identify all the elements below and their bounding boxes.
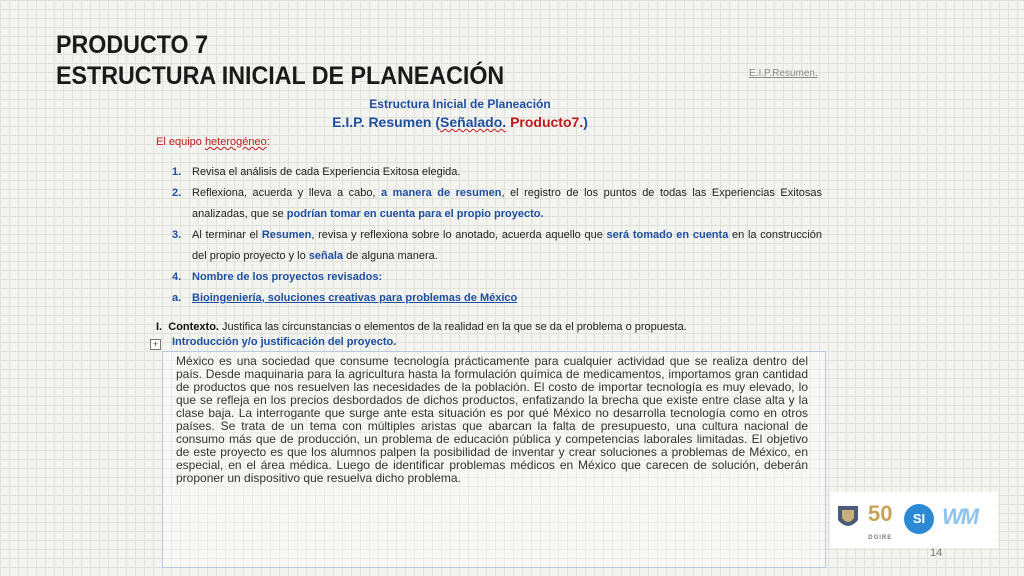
item-emphasis: a manera de resumen <box>381 187 502 199</box>
instruction-list <box>172 162 822 309</box>
unam-crest-icon <box>836 504 860 532</box>
slide-title <box>56 30 504 92</box>
item-text: , revisa y reflexiona sobre lo anotado, acuerda aquello que <box>311 229 607 241</box>
item-number: 1. <box>172 166 182 178</box>
list-item <box>172 183 822 225</box>
item-emphasis: será tomado en cuenta <box>606 229 729 241</box>
heading2-post: ) <box>583 114 588 130</box>
sub-item-project <box>172 288 822 309</box>
logo-strip <box>830 492 998 548</box>
title-line-1: PRODUCTO 7 <box>56 31 209 59</box>
doc-heading-2 <box>150 114 770 130</box>
item-text: Al terminar el <box>192 229 262 241</box>
item-emphasis: señala <box>308 250 344 262</box>
eip-resumen-link[interactable]: E.I.P.Resumen. <box>749 68 818 79</box>
project-name: Bioingeniería, soluciones creativas para problemas de México <box>192 292 518 304</box>
item-emphasis: podrían tomar en cuenta para el propio proyecto. <box>286 208 544 220</box>
item-text: Reflexiona, acuerda y lleva a cabo, <box>192 187 382 199</box>
item-emphasis: Resumen <box>261 229 312 241</box>
team-label <box>156 136 270 148</box>
list-item <box>172 162 822 183</box>
page-number: 14 <box>930 547 943 559</box>
list-item <box>172 225 822 267</box>
item-text: en la construcción del propio proyecto y lo <box>192 229 822 262</box>
item-number: 4. <box>172 271 182 283</box>
team-post: : <box>266 136 270 148</box>
context-line <box>156 321 816 333</box>
context-text: Justifica las circunstancias o elementos de la realidad en la que se da el problema o propuesta. <box>218 321 687 333</box>
list-item <box>172 267 822 288</box>
heading2-pre: E.I.P. Resumen ( <box>332 114 441 130</box>
doc-heading-1: Estructura Inicial de Planeación <box>369 97 551 111</box>
fifty-years-logo-icon <box>868 502 892 550</box>
item-number: 2. <box>172 187 182 199</box>
item-text: de alguna manera. <box>343 250 438 262</box>
justification-text: México es una sociedad que consume tecnología prácticamente para cualquier actividad que se realiza dentro del país. Desde maquinaria para la agricultura hasta la formulación química de medicamentos, importamos gran cantidad de productos que nos resuelven las necesidades de la población. El costo de importar tecnología es muy elevado, lo que se refleja en los precios desbordados de dichos productos, enfatizando la brecha que existe entre clase alta y la clase baja. La interrogante que surge ante esta situación es por qué México no desarrolla tecnología como en otros países. Se trata de un tema con múltiples aristas que abarcan la falta de presupuesto, una cultura nacional de consumo más que de producción, un problema de educación pública y competencias laborales limitadas. El objetivo de este proyecto es que los alumnos palpen la posibilidad de inventar y crear soluciones a problemas de México, en especial, en el área médica. Luego de identificar problemas médicos en México que carecen de solución, deberán proponer un dispositivo que resuelva dicho problema. <box>176 354 808 485</box>
title-line-2: ESTRUCTURA INICIAL DE PLANEACIÓN <box>56 62 505 90</box>
context-number: I. <box>156 321 163 333</box>
intro-label: Introducción y/o justificación del proyecto. <box>172 336 397 348</box>
team-word: heterogéneo <box>204 136 267 148</box>
heading2-senalado: Señalado. <box>440 114 507 130</box>
item-text: Nombre de los proyectos revisados: <box>192 271 383 283</box>
si-logo-icon: SI <box>904 504 934 534</box>
wm-logo-icon: WM <box>942 504 978 529</box>
item-text: Revisa el análisis de cada Experiencia Exitosa elegida. <box>192 166 461 178</box>
fifty-sub-text: DGIRE <box>868 535 893 541</box>
team-pre: El equipo <box>156 136 205 148</box>
context-label: Contexto. <box>168 321 219 333</box>
heading2-product: Producto7. <box>510 114 584 130</box>
document-snapshot <box>150 92 830 570</box>
fifty-text: 50 <box>868 501 893 526</box>
item-text: , el registro de los puntos de todas las Experiencias Exitosas analizadas, que se <box>192 187 822 220</box>
sub-item-letter: a. <box>172 292 182 304</box>
item-number: 3. <box>172 229 182 241</box>
expand-icon[interactable]: + <box>150 339 161 350</box>
